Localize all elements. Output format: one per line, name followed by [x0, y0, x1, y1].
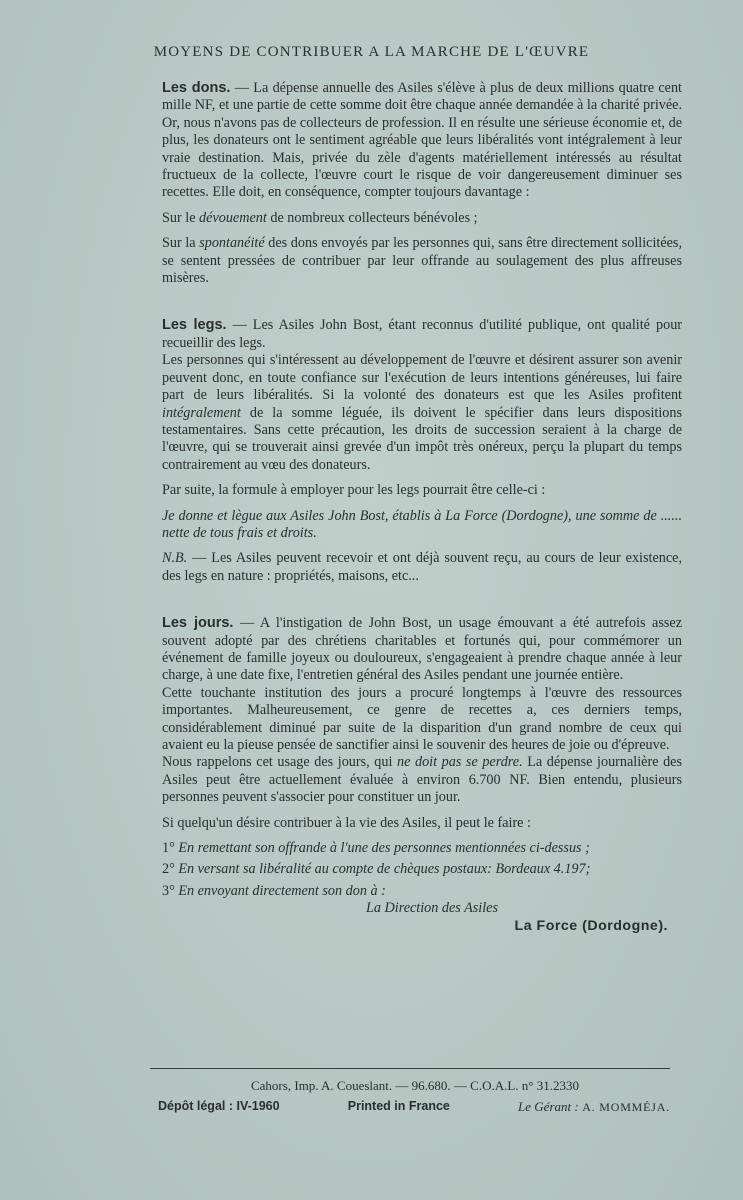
list-item-2-text: En versant sa libéralité au compte de chèques postaux: Bordeaux 4.197; — [178, 861, 591, 878]
dons-p3-pre: Sur la — [162, 235, 200, 252]
printer-line: Cahors, Imp. A. Coueslant. — 96.680. — C.O.A.L. n° 31.2330 — [250, 1078, 580, 1093]
jours-title: Les jours. — [162, 615, 234, 632]
gerant-label: Le Gérant : — [518, 1099, 579, 1114]
dons-paragraph-2 — [162, 210, 682, 227]
list-item-1-num: 1° — [162, 840, 175, 857]
jours-p3-pre: Nous rappelons cet usage des jours, qui — [162, 754, 397, 771]
legs-nb-label: N.B. — [162, 550, 188, 567]
legs-formula — [162, 508, 682, 543]
dons-p2-post: de nombreux collecteurs bénévoles ; — [266, 209, 478, 226]
dons-p2-em: dévouement — [199, 209, 267, 226]
jours-paragraph-4: Si quelqu'un désire contribuer à la vie des Asiles, il peut le faire : — [162, 814, 531, 831]
dons-p3-em: spontanéité — [199, 235, 265, 252]
jours-text-1: — A l'instigation de John Bost, un usage émouvant a été autrefois assez souvent adopté par des chrétiens charitables et fortunés qui, pour commémorer un événement de famille joyeux ou douloureux, s'engageaient à prendre chaque année à leur charge, à une date fixe, l'entretien général des Asiles pendant une journée entière. — [162, 615, 682, 684]
legal-line — [150, 1096, 670, 1118]
gerant-name: A. MOMMÉJA. — [582, 1100, 670, 1114]
list-item-1-text: En remettant son offrande à l'une des personnes mentionnées ci-dessus ; — [178, 840, 590, 857]
dons-title: Les dons. — [162, 80, 231, 96]
list-item-3-text: En envoyant directement son don à : — [178, 882, 386, 899]
jours-paragraph-3 — [162, 754, 682, 806]
list-item-3 — [162, 883, 682, 900]
legs-p2-pre: Les personnes qui s'intéressent au développement de l'œuvre et désirent assurer son avenir peuvent donc, en toute confiance sur l'exécution de leurs intentions généreuses, lui faire part de leurs libéralités. Si la volonté des donateurs est que les Asiles profitent — [162, 352, 682, 404]
document-body — [162, 80, 682, 935]
list-item-2-num: 2° — [162, 861, 175, 878]
jours-p3-post: La dépense journalière des Asiles peut être actuellement évaluée à environ 6.700 NF. Bien entendu, plusieurs personnes peuvent s'associer pour constituer un jour. — [162, 754, 682, 806]
list-item-3-num: 3° — [162, 882, 175, 899]
jours-paragraph-2: Cette touchante institution des jours a procuré longtemps à l'œuvre des ressources importantes. Malheureusement, ce genre de recettes a, ces derniers temps, considérablement diminué par suite de la disparition d'un grand nombre de ceux qui avaient eu la pieuse pensée de sanctifier ainsi le souvenir des heures de joie ou d'épreuve. — [162, 684, 682, 753]
legs-nb — [162, 550, 682, 585]
legs-nb-text: — Les Asiles peuvent recevoir et ont déjà souvent reçu, au cours de leur existence, des legs en nature : propriétés, maisons, etc... — [162, 550, 682, 584]
signature-location: La Force (Dordogne). — [514, 917, 668, 934]
footer-divider — [150, 1068, 670, 1069]
legs-formula-text: Je donne et lègue aux Asiles John Bost, établis à La Force (Dordogne), une somme de ...... nette de tous frais et droits. — [162, 507, 682, 541]
list-item-1 — [162, 840, 682, 857]
jours-p3-em: ne doit pas se perdre. — [397, 754, 523, 771]
dons-p3-post: des dons envoyés par les personnes qui, sans être directement sollicitées, se sentent pressées de contribuer par leur offrande au soulagement des plus affreuses misères. — [162, 235, 682, 287]
signature-direction: La Direction des Asiles — [365, 900, 499, 917]
legs-paragraph-1 — [162, 317, 682, 352]
dons-paragraph-3 — [162, 235, 682, 287]
dons-p2-pre: Sur le — [162, 209, 200, 226]
legs-title: Les legs. — [162, 317, 227, 334]
depot-legal: Dépôt légal : IV-1960 — [158, 1099, 280, 1113]
jours-paragraph-1 — [162, 615, 682, 685]
dons-text-1: — La dépense annuelle des Asiles s'élève à plus de deux millions quatre cent mille NF, et une partie de cette somme doit être chaque année demandée à la charité privée. Or, nous n'avons pas de collecteurs de profession. Il en résulte une sérieuse économie et, de plus, les donateurs ont le sentiment agréable que leurs libéralités vont intégralement à leur vraie destination. Mais, privée du zèle d'agents matériellement intéressés au résultat fructueux de la collecte, l'œuvre court le risque de voir dangereusement diminuer ses recettes. Elle doit, en conséquence, compter toujours davantage : — [162, 80, 682, 201]
printed-in: Printed in France — [347, 1099, 450, 1113]
legs-text-1: — Les Asiles John Bost, étant reconnus d'utilité publique, ont qualité pour recueillir des legs. — [162, 317, 683, 351]
dons-paragraph-1 — [162, 80, 682, 202]
legs-paragraph-3: Par suite, la formule à employer pour les legs pourrait être celle-ci : — [162, 482, 546, 499]
list-item-2 — [162, 861, 682, 878]
gerant — [518, 1096, 670, 1118]
legs-p2-post: de la somme léguée, ils doivent le spécifier dans leurs dispositions testamentaires. Sans cette précaution, les droits de succession seraient à la charge de l'œuvre, qui se trouverait ainsi grevée d'un impôt très onéreux, perçu la plupart du temps contrairement au vœu des donateurs. — [162, 404, 682, 473]
page-header: MOYENS DE CONTRIBUER A LA MARCHE DE L'ŒUVRE — [153, 44, 590, 60]
legs-paragraph-2 — [162, 352, 682, 474]
footer — [150, 1075, 670, 1118]
legs-p2-em: intégralement — [162, 404, 241, 421]
